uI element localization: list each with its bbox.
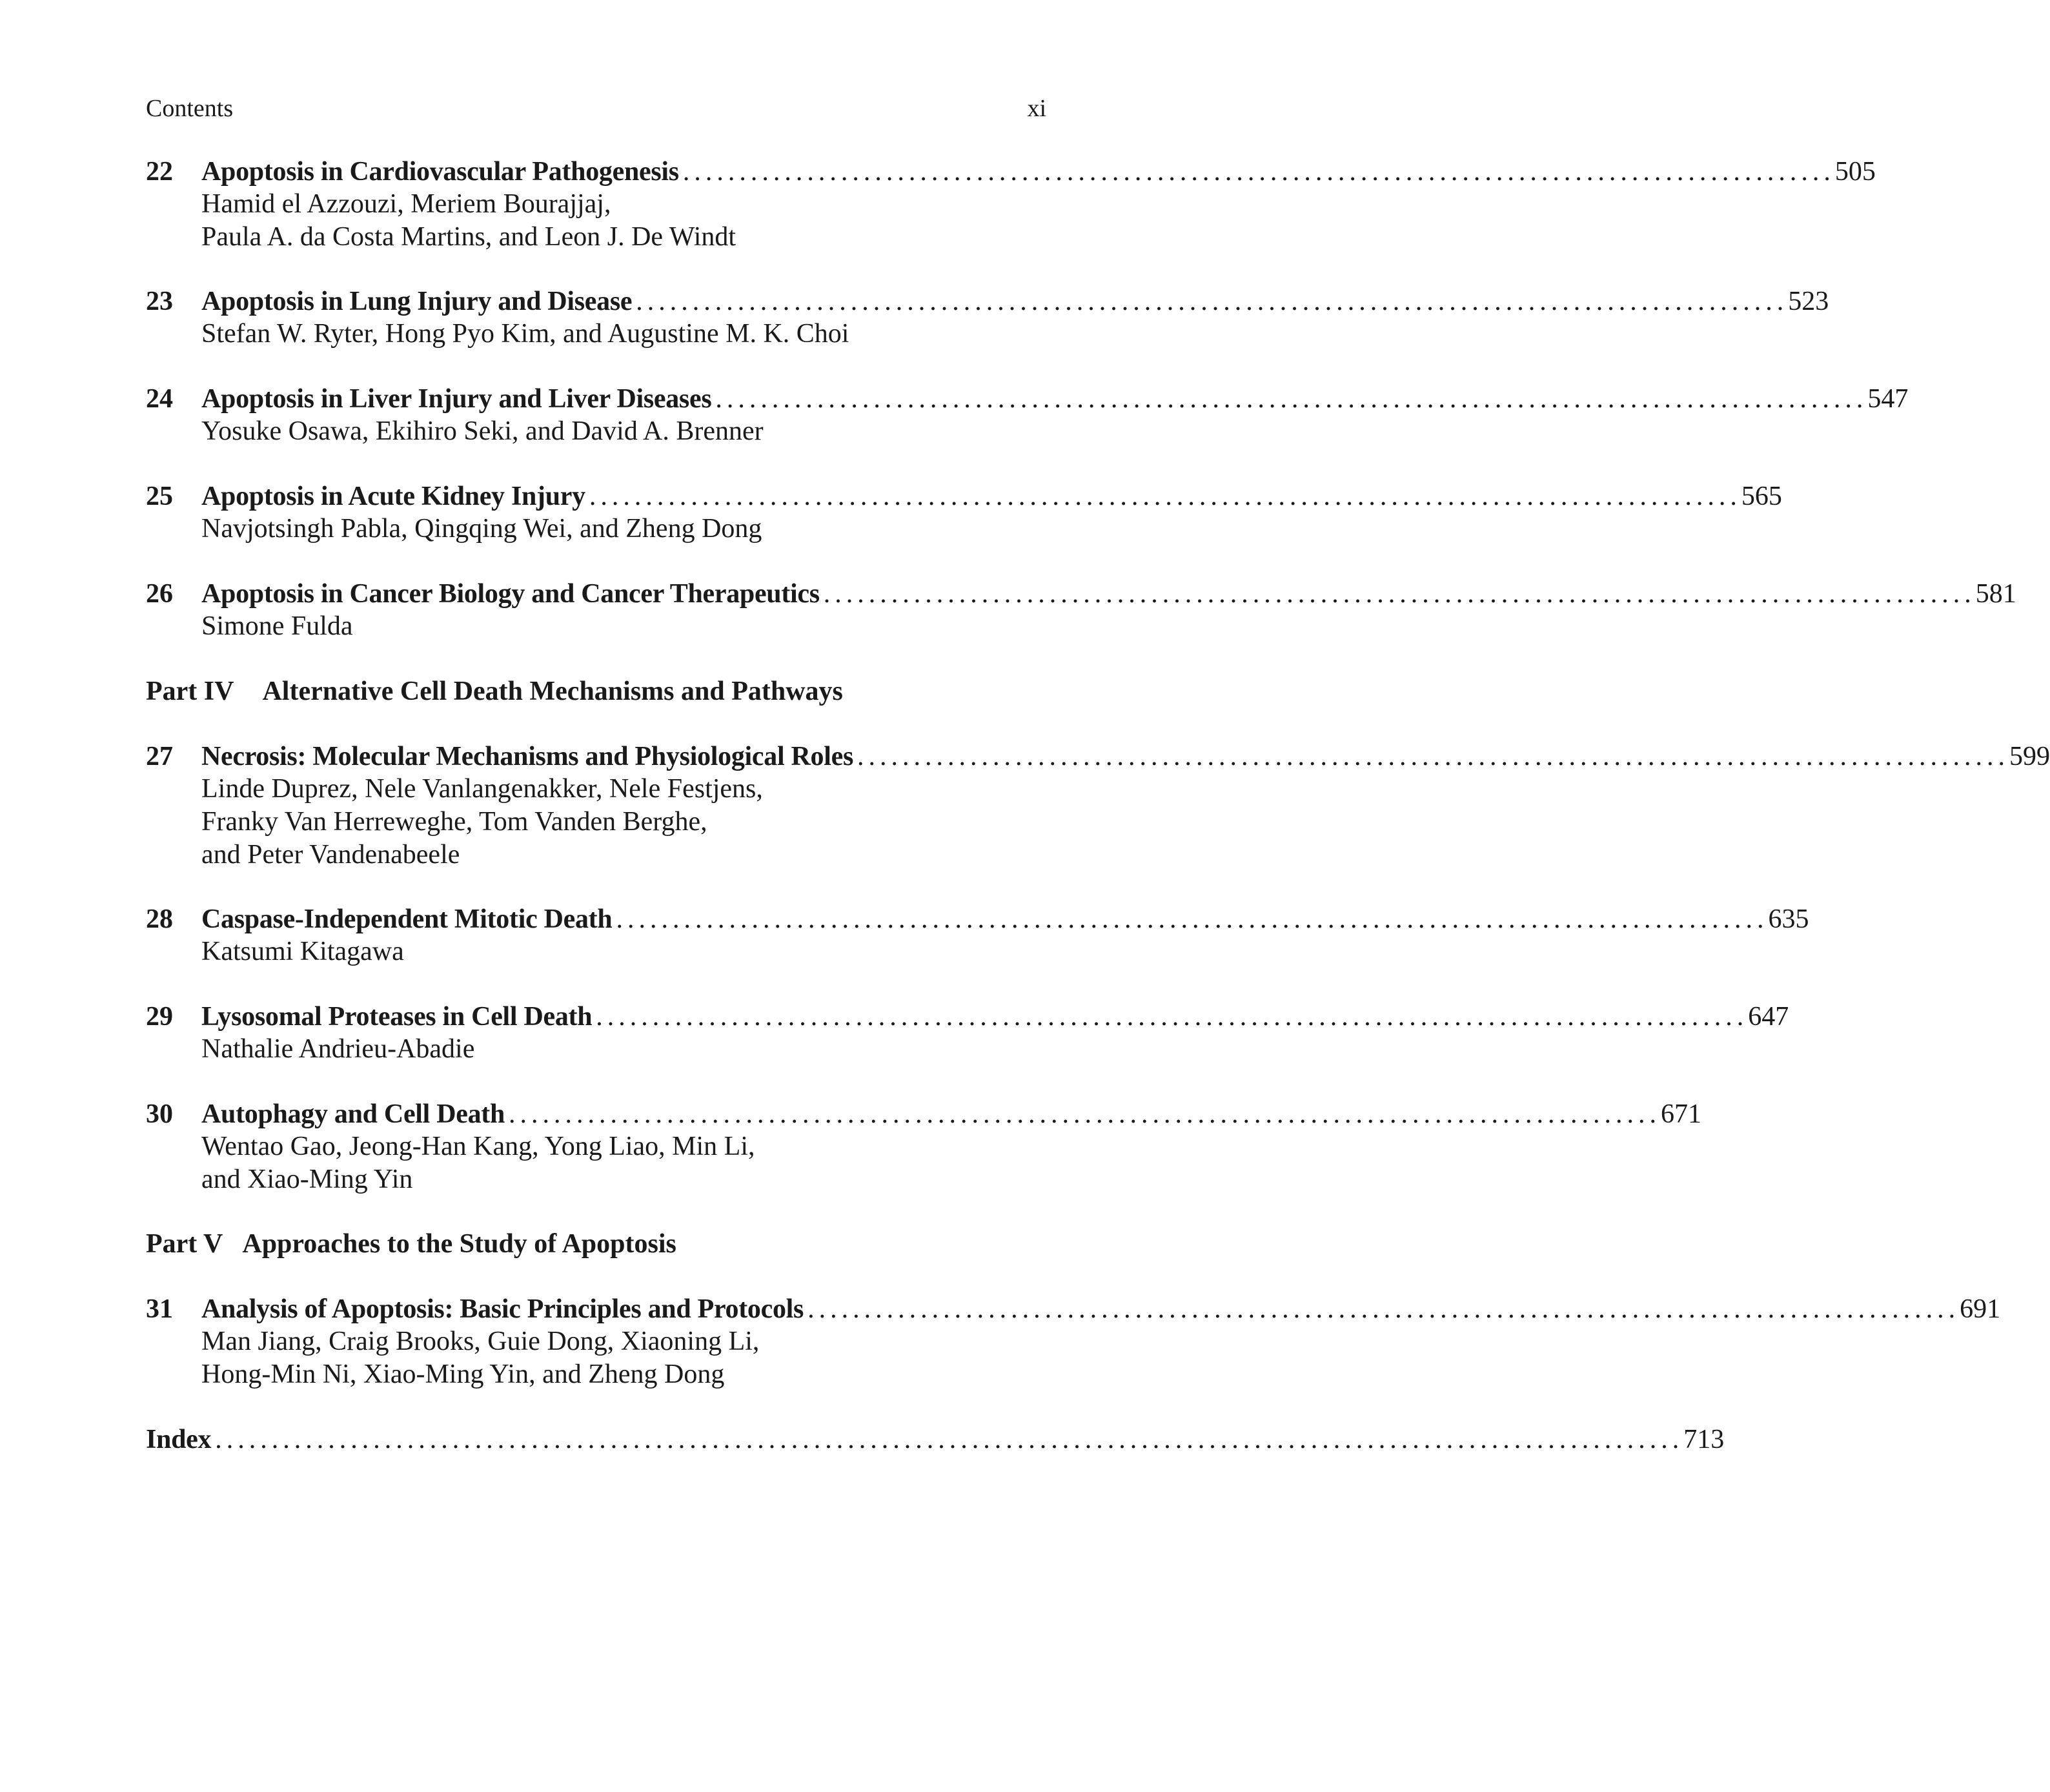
chapter-title[interactable]: Apoptosis in Acute Kidney Injury — [201, 482, 585, 511]
author-line: and Xiao-Ming Yin — [201, 1165, 413, 1194]
running-head-title: Contents — [146, 95, 234, 122]
author-line: and Peter Vandenabeele — [201, 840, 460, 870]
toc-entry-31[interactable] — [146, 1293, 2001, 1391]
chapter-authors — [201, 1130, 1046, 1196]
part-title: Alternative Cell Death Mechanisms and Pathways — [262, 677, 843, 706]
chapter-title[interactable]: Lysosomal Proteases in Cell Death — [201, 1002, 593, 1032]
author-line: Yosuke Osawa, Ekihiro Seki, and David A. Brenner — [201, 416, 764, 446]
dot-leader: ...................................................................................................... — [589, 482, 1741, 511]
author-line: Katsumi Kitagawa — [201, 937, 404, 966]
dot-leader: ...................................................................................................... — [715, 384, 1868, 414]
part-label: Part IV — [146, 677, 234, 706]
chapter-page[interactable]: 565 — [1741, 482, 1782, 511]
toc-entry-27[interactable] — [146, 740, 2050, 871]
dot-leader: .................................................................................................................................. — [215, 1425, 1684, 1454]
dot-leader: ...................................................................................................... — [807, 1294, 1960, 1324]
page-number-roman: xi — [1027, 95, 1046, 122]
chapter-authors — [201, 415, 1046, 448]
chapter-number: 25 — [146, 482, 173, 511]
toc-entry-25[interactable] — [146, 480, 1782, 545]
part-label: Part V — [146, 1229, 223, 1259]
chapter-authors — [201, 1325, 1046, 1391]
chapter-number: 26 — [146, 579, 173, 609]
author-line: Hamid el Azzouzi, Meriem Bourajjaj, — [201, 189, 611, 219]
author-line: Simone Fulda — [201, 611, 353, 641]
chapter-title[interactable]: Analysis of Apoptosis: Basic Principles and Protocols — [201, 1294, 804, 1324]
chapter-authors — [201, 1033, 1046, 1066]
part-title: Approaches to the Study of Apoptosis — [242, 1229, 676, 1259]
chapter-number: 29 — [146, 1002, 173, 1032]
chapter-title[interactable]: Caspase-Independent Mitotic Death — [201, 904, 613, 934]
author-line: Man Jiang, Craig Brooks, Guie Dong, Xiaoning Li, — [201, 1327, 760, 1356]
chapter-page[interactable]: 691 — [1960, 1294, 2001, 1324]
toc-entry-29[interactable] — [146, 1001, 1789, 1066]
part-heading-iv[interactable] — [146, 675, 843, 708]
author-line: Navjotsingh Pabla, Qingqing Wei, and Zheng Dong — [201, 514, 762, 544]
chapter-number: 28 — [146, 904, 173, 934]
chapter-page[interactable]: 647 — [1748, 1002, 1789, 1032]
chapter-title[interactable]: Necrosis: Molecular Mechanisms and Physiological Roles — [201, 742, 854, 771]
dot-leader: ...................................................................................................... — [509, 1099, 1661, 1129]
chapter-authors — [201, 773, 1046, 871]
chapter-title[interactable]: Apoptosis in Lung Injury and Disease — [201, 287, 633, 316]
chapter-authors — [201, 513, 1046, 545]
chapter-page[interactable]: 599 — [2009, 742, 2050, 771]
toc-entry-23[interactable] — [146, 285, 1829, 351]
author-line: Hong-Min Ni, Xiao-Ming Yin, and Zheng Dong — [201, 1359, 725, 1389]
dot-leader: ...................................................................................................... — [682, 157, 1835, 187]
toc-entry-30[interactable] — [146, 1098, 1702, 1196]
chapter-title[interactable]: Apoptosis in Cardiovascular Pathogenesis — [201, 157, 679, 187]
part-heading-v[interactable] — [146, 1228, 676, 1260]
chapter-authors — [201, 610, 1046, 643]
chapter-title[interactable]: Apoptosis in Cancer Biology and Cancer Therapeutics — [201, 579, 820, 609]
toc-entry-26[interactable] — [146, 578, 2016, 643]
chapter-page[interactable]: 547 — [1867, 384, 1909, 414]
chapter-page[interactable]: 635 — [1768, 904, 1809, 934]
running-head — [146, 94, 1046, 123]
index-page[interactable]: 713 — [1683, 1425, 1725, 1454]
toc-entry-24[interactable] — [146, 383, 1909, 448]
dot-leader: ...................................................................................................... — [857, 742, 2010, 771]
chapter-page[interactable]: 581 — [1975, 579, 2016, 609]
dot-leader: ...................................................................................................... — [636, 287, 1789, 316]
chapter-title[interactable]: Autophagy and Cell Death — [201, 1099, 505, 1129]
author-line: Franky Van Herreweghe, Tom Vanden Berghe, — [201, 807, 707, 837]
author-line: Nathalie Andrieu-Abadie — [201, 1034, 475, 1064]
chapter-authors — [201, 318, 1046, 351]
chapter-page[interactable]: 505 — [1834, 157, 1876, 187]
chapter-number: 23 — [146, 287, 173, 316]
dot-leader: ...................................................................................................... — [616, 904, 1769, 934]
chapter-number: 31 — [146, 1294, 173, 1324]
chapter-authors — [201, 935, 1046, 968]
chapter-number: 30 — [146, 1099, 173, 1129]
chapter-authors — [201, 188, 1046, 254]
toc-entry-28[interactable] — [146, 903, 1809, 968]
toc-entry-index[interactable] — [146, 1423, 1725, 1456]
toc-entry-22[interactable] — [146, 156, 1876, 254]
dot-leader: ...................................................................................................... — [823, 579, 1976, 609]
chapter-number: 24 — [146, 384, 173, 414]
author-line: Wentao Gao, Jeong-Han Kang, Yong Liao, Min Li, — [201, 1132, 755, 1161]
author-line: Linde Duprez, Nele Vanlangenakker, Nele Festjens, — [201, 774, 763, 804]
dot-leader: ...................................................................................................... — [596, 1002, 1749, 1032]
chapter-page[interactable]: 523 — [1788, 287, 1829, 316]
chapter-title[interactable]: Apoptosis in Liver Injury and Liver Diseases — [201, 384, 712, 414]
author-line: Stefan W. Ryter, Hong Pyo Kim, and Augustine M. K. Choi — [201, 319, 849, 349]
chapter-page[interactable]: 671 — [1661, 1099, 1702, 1129]
index-title[interactable]: Index — [146, 1425, 212, 1454]
chapter-number: 22 — [146, 157, 173, 187]
chapter-number: 27 — [146, 742, 173, 771]
author-line: Paula A. da Costa Martins, and Leon J. De Windt — [201, 222, 736, 252]
